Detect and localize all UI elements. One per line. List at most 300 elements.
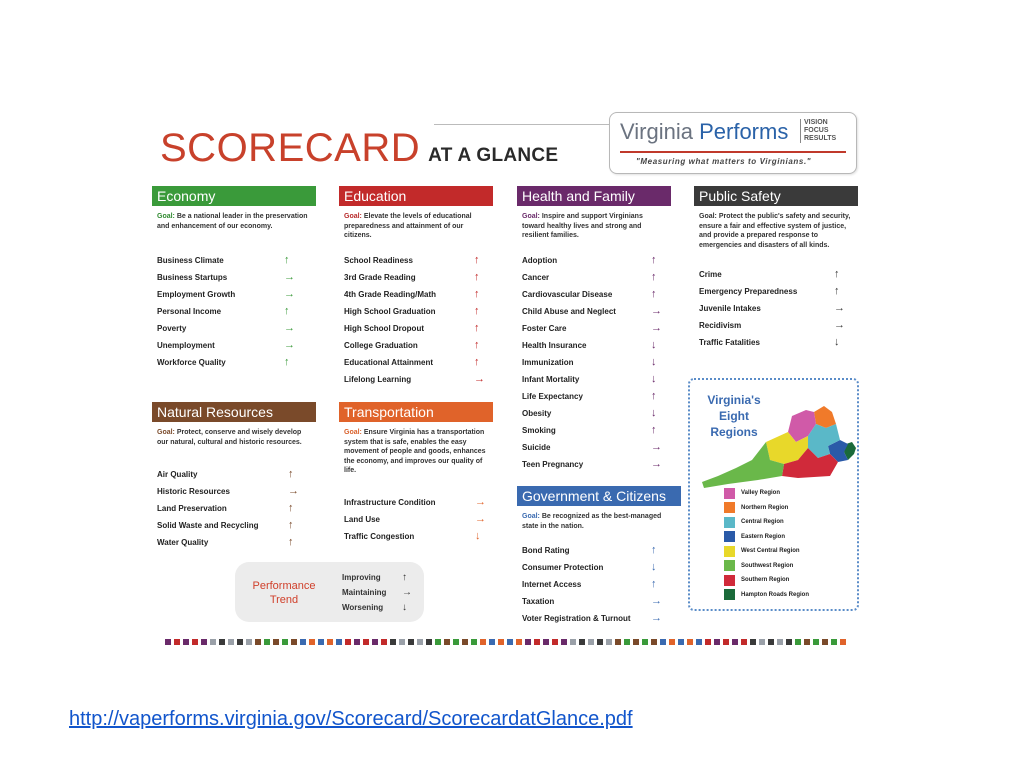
indicator-row	[152, 354, 316, 371]
strip-square	[201, 639, 207, 645]
trend-up-arrow-icon: ↑	[474, 322, 480, 334]
indicator-row	[517, 610, 681, 627]
indicator-row	[152, 500, 316, 517]
indicator-label: High School Graduation	[344, 307, 436, 316]
indicator-row	[339, 303, 493, 320]
title-rule	[434, 124, 610, 125]
strip-square	[723, 639, 729, 645]
legend-item	[724, 544, 809, 559]
indicator-label: Traffic Fatalities	[699, 338, 760, 347]
indicator-row	[694, 283, 858, 300]
trend-down-arrow-icon: ↓	[402, 602, 407, 613]
trend-right-arrow-icon: →	[284, 322, 295, 334]
trend-key-row	[342, 585, 416, 600]
indicator-label: Internet Access	[522, 580, 582, 589]
trend-up-arrow-icon: ↑	[474, 356, 480, 368]
strip-square	[345, 639, 351, 645]
logo-wordmark	[620, 119, 788, 145]
strip-square	[471, 639, 477, 645]
education-header: Education	[339, 186, 493, 206]
indicator-label: Health Insurance	[522, 341, 587, 350]
indicator-label: Unemployment	[157, 341, 215, 350]
indicator-row	[517, 422, 671, 439]
indicator-label: Business Startups	[157, 273, 228, 282]
legend-swatch	[724, 546, 735, 557]
strip-square	[660, 639, 666, 645]
strip-square	[219, 639, 225, 645]
strip-square	[237, 639, 243, 645]
strip-square	[606, 639, 612, 645]
indicator-label: Voter Registration & Turnout	[522, 614, 631, 623]
strip-square	[822, 639, 828, 645]
indicator-row	[517, 439, 671, 456]
strip-square	[273, 639, 279, 645]
natural-resources-goal	[152, 428, 316, 456]
strip-square	[327, 639, 333, 645]
trend-up-arrow-icon: ↑	[474, 254, 480, 266]
trend-up-arrow-icon: ↑	[284, 254, 290, 266]
regions-title-line3: Regions	[710, 425, 758, 439]
strip-square	[705, 639, 711, 645]
indicator-label: 4th Grade Reading/Math	[344, 290, 437, 299]
strip-square	[381, 639, 387, 645]
public-safety-list	[694, 266, 858, 351]
indicator-row	[152, 337, 316, 354]
education-goal-label: Goal:	[344, 213, 362, 220]
strip-square	[831, 639, 837, 645]
legend-item	[724, 530, 809, 545]
indicator-row	[517, 252, 671, 269]
indicator-row	[517, 576, 681, 593]
strip-square	[417, 639, 423, 645]
government-citizens-panel	[517, 486, 681, 627]
tag-results: RESULTS	[804, 135, 837, 142]
trend-right-arrow-icon: →	[651, 441, 662, 453]
trend-up-arrow-icon: ↑	[288, 468, 294, 480]
trend-key-label: Maintaining	[342, 588, 387, 597]
indicator-row	[339, 354, 493, 371]
legend-swatch	[724, 488, 735, 499]
trend-right-arrow-icon: →	[474, 373, 485, 385]
economy-header: Economy	[152, 186, 316, 206]
indicator-label: Workforce Quality	[157, 358, 226, 367]
education-list	[339, 252, 493, 388]
strip-square	[165, 639, 171, 645]
strip-square	[615, 639, 621, 645]
indicator-row	[339, 511, 493, 528]
indicator-label: Poverty	[157, 324, 187, 333]
trend-key-row	[342, 570, 416, 585]
strip-square	[210, 639, 216, 645]
legend-label: West Central Region	[741, 548, 800, 555]
government-citizens-goal-label: Goal:	[522, 513, 540, 520]
indicator-row	[152, 483, 316, 500]
trend-down-arrow-icon: ↓	[475, 530, 481, 542]
indicator-label: Foster Care	[522, 324, 567, 333]
indicator-label: Bond Rating	[522, 546, 570, 555]
strip-square	[588, 639, 594, 645]
indicator-label: Child Abuse and Neglect	[522, 307, 616, 316]
trend-down-arrow-icon: ↓	[651, 373, 657, 385]
virginia-regions-panel	[688, 378, 859, 611]
strip-square	[534, 639, 540, 645]
decorative-square-strip	[165, 639, 849, 645]
indicator-row	[694, 317, 858, 334]
indicator-row	[517, 542, 681, 559]
indicator-row	[152, 534, 316, 551]
trend-up-arrow-icon: ↑	[474, 271, 480, 283]
strip-square	[678, 639, 684, 645]
strip-square	[399, 639, 405, 645]
indicator-row	[517, 286, 671, 303]
legend-label: Hampton Roads Region	[741, 591, 810, 598]
trend-right-arrow-icon: →	[651, 458, 662, 470]
regions-title-line1: Virginia's	[707, 393, 761, 407]
trend-right-arrow-icon: →	[651, 322, 662, 334]
indicator-label: Personal Income	[157, 307, 222, 316]
strip-square	[543, 639, 549, 645]
government-citizens-goal	[517, 512, 681, 532]
strip-square	[426, 639, 432, 645]
trend-key-title-line1: Performance	[252, 580, 316, 592]
legend-item	[724, 501, 809, 516]
health-family-panel	[517, 186, 671, 473]
indicator-label: Crime	[699, 270, 722, 279]
trend-up-arrow-icon: ↑	[402, 572, 407, 583]
trend-down-arrow-icon: ↓	[651, 339, 657, 351]
natural-resources-goal-label: Goal:	[157, 429, 175, 436]
strip-square	[372, 639, 378, 645]
indicator-label: Obesity	[522, 409, 552, 418]
government-citizens-list	[517, 542, 681, 627]
legend-item	[724, 486, 809, 501]
legend-label: Southwest Region	[741, 562, 794, 569]
strip-square	[390, 639, 396, 645]
strip-square	[741, 639, 747, 645]
strip-square	[786, 639, 792, 645]
economy-list	[152, 252, 316, 371]
trend-key-label: Improving	[342, 573, 381, 582]
education-panel	[339, 186, 493, 388]
education-goal	[339, 212, 493, 242]
indicator-label: Teen Pregnancy	[522, 460, 584, 469]
trend-down-arrow-icon: ↓	[651, 407, 657, 419]
health-family-goal	[517, 212, 671, 242]
indicator-row	[152, 466, 316, 483]
government-citizens-goal-text: Be recognized as the best-managed state in the nation.	[522, 513, 662, 530]
transportation-goal-label: Goal:	[344, 429, 362, 436]
legend-label: Southern Region	[741, 577, 790, 584]
trend-up-arrow-icon: ↑	[288, 502, 294, 514]
trend-up-arrow-icon: ↑	[284, 356, 290, 368]
strip-square	[264, 639, 270, 645]
transportation-goal-text: Ensure Virginia has a transportation system that is safe, enables the easy movement of people and goods, enhances the economy, and improves our quality of life.	[344, 429, 486, 474]
trend-key-list	[342, 570, 416, 615]
transportation-list	[339, 494, 493, 545]
public-safety-header: Public Safety	[694, 186, 858, 206]
legend-swatch	[724, 589, 735, 600]
trend-up-arrow-icon: ↑	[651, 578, 657, 590]
trend-up-arrow-icon: ↑	[651, 424, 657, 436]
transportation-header: Transportation	[339, 402, 493, 422]
indicator-row	[517, 269, 671, 286]
strip-square	[498, 639, 504, 645]
public-safety-goal-label: Goal:	[699, 213, 717, 220]
indicator-label: Employment Growth	[157, 290, 236, 299]
indicator-row	[152, 517, 316, 534]
legend-label: Eastern Region	[741, 533, 786, 540]
trend-right-arrow-icon: →	[834, 302, 845, 314]
health-family-header: Health and Family	[517, 186, 671, 206]
indicator-row	[517, 303, 671, 320]
trend-up-arrow-icon: ↑	[651, 544, 657, 556]
strip-square	[696, 639, 702, 645]
legend-item	[724, 515, 809, 530]
strip-square	[174, 639, 180, 645]
indicator-label: Taxation	[522, 597, 555, 606]
strip-square	[516, 639, 522, 645]
indicator-label: Solid Waste and Recycling	[157, 521, 259, 530]
trend-right-arrow-icon: →	[651, 595, 662, 607]
strip-square	[453, 639, 459, 645]
strip-square	[192, 639, 198, 645]
indicator-label: Business Climate	[157, 256, 224, 265]
trend-up-arrow-icon: ↑	[651, 390, 657, 402]
legend-item	[724, 588, 809, 603]
indicator-row	[517, 371, 671, 388]
indicator-label: Land Use	[344, 515, 381, 524]
indicator-row	[517, 320, 671, 337]
strip-square	[336, 639, 342, 645]
strip-square	[291, 639, 297, 645]
strip-square	[570, 639, 576, 645]
strip-square	[651, 639, 657, 645]
natural-resources-header: Natural Resources	[152, 402, 316, 422]
trend-up-arrow-icon: ↑	[651, 271, 657, 283]
indicator-label: Consumer Protection	[522, 563, 604, 572]
indicator-row	[517, 456, 671, 473]
indicator-label: College Graduation	[344, 341, 418, 350]
title-scorecard: SCORECARD	[160, 126, 421, 170]
strip-square	[642, 639, 648, 645]
public-safety-panel	[694, 186, 858, 351]
indicator-row	[517, 593, 681, 610]
indicator-row	[517, 337, 671, 354]
trend-key-row	[342, 600, 416, 615]
trend-down-arrow-icon: ↓	[651, 561, 657, 573]
page-title	[160, 128, 558, 168]
indicator-row	[152, 269, 316, 286]
transportation-panel	[339, 402, 493, 545]
strip-square	[597, 639, 603, 645]
logo-tagline	[800, 119, 836, 143]
indicator-row	[339, 494, 493, 511]
strip-square	[363, 639, 369, 645]
indicator-label: School Readiness	[344, 256, 413, 265]
strip-square	[624, 639, 630, 645]
trend-up-arrow-icon: ↑	[474, 288, 480, 300]
legend-swatch	[724, 560, 735, 571]
indicator-row	[339, 269, 493, 286]
indicator-row	[339, 337, 493, 354]
trend-up-arrow-icon: ↑	[651, 288, 657, 300]
transportation-goal	[339, 428, 493, 484]
legend-item	[724, 573, 809, 588]
education-goal-text: Elevate the levels of educational preparedness and attainment of our citizens.	[344, 213, 472, 239]
indicator-label: High School Dropout	[344, 324, 424, 333]
trend-down-arrow-icon: ↓	[834, 336, 840, 348]
strip-square	[462, 639, 468, 645]
legend-label: Northern Region	[741, 504, 789, 511]
strip-square	[777, 639, 783, 645]
tag-focus: FOCUS	[804, 127, 829, 134]
trend-right-arrow-icon: →	[475, 513, 486, 525]
strip-square	[444, 639, 450, 645]
natural-resources-goal-text: Protect, conserve and wisely develop our natural, cultural and historic resources.	[157, 429, 302, 446]
indicator-label: Water Quality	[157, 538, 209, 547]
indicator-row	[339, 252, 493, 269]
trend-key-label: Worsening	[342, 603, 384, 612]
logo-word-performs: Performs	[699, 119, 789, 144]
indicator-row	[694, 266, 858, 283]
strip-square	[804, 639, 810, 645]
trend-right-arrow-icon: →	[651, 305, 662, 317]
legend-swatch	[724, 531, 735, 542]
legend-swatch	[724, 517, 735, 528]
indicator-row	[152, 286, 316, 303]
indicator-row	[339, 286, 493, 303]
strip-square	[714, 639, 720, 645]
strip-square	[435, 639, 441, 645]
indicator-label: Traffic Congestion	[344, 532, 415, 541]
trend-key-title	[241, 579, 327, 607]
government-citizens-header: Government & Citizens	[517, 486, 681, 506]
indicator-row	[517, 559, 681, 576]
strip-square	[768, 639, 774, 645]
natural-resources-list	[152, 466, 316, 551]
indicator-label: Cardiovascular Disease	[522, 290, 613, 299]
strip-square	[507, 639, 513, 645]
strip-square	[228, 639, 234, 645]
strip-square	[489, 639, 495, 645]
virginia-performs-logo	[609, 112, 857, 174]
trend-up-arrow-icon: ↑	[474, 339, 480, 351]
indicator-label: Life Expectancy	[522, 392, 583, 401]
indicator-row	[694, 334, 858, 351]
indicator-row	[152, 320, 316, 337]
scorecard-pdf-link[interactable]: http://vaperforms.virginia.gov/Scorecard/ScorecardatGlance.pdf	[69, 708, 633, 730]
strip-square	[669, 639, 675, 645]
trend-key-title-line2: Trend	[269, 594, 299, 606]
trend-right-arrow-icon: →	[284, 339, 295, 351]
indicator-label: Air Quality	[157, 470, 198, 479]
health-family-goal-label: Goal:	[522, 213, 540, 220]
strip-square	[183, 639, 189, 645]
trend-right-arrow-icon: →	[284, 288, 295, 300]
trend-up-arrow-icon: ↑	[474, 305, 480, 317]
indicator-row	[339, 320, 493, 337]
trend-right-arrow-icon: →	[651, 612, 662, 624]
indicator-label: Emergency Preparedness	[699, 287, 798, 296]
health-family-goal-text: Inspire and support Virginians toward healthy lives and strong and resilient families.	[522, 213, 643, 239]
indicator-label: Immunization	[522, 358, 574, 367]
strip-square	[579, 639, 585, 645]
indicator-row	[152, 252, 316, 269]
indicator-row	[517, 354, 671, 371]
indicator-label: Cancer	[522, 273, 550, 282]
indicator-label: Suicide	[522, 443, 551, 452]
strip-square	[525, 639, 531, 645]
indicator-label: Historic Resources	[157, 487, 230, 496]
title-at-a-glance: AT A GLANCE	[428, 145, 559, 166]
trend-right-arrow-icon: →	[284, 271, 295, 283]
strip-square	[795, 639, 801, 645]
trend-right-arrow-icon: →	[834, 319, 845, 331]
strip-square	[408, 639, 414, 645]
indicator-label: Juvenile Intakes	[699, 304, 761, 313]
health-family-list	[517, 252, 671, 473]
strip-square	[561, 639, 567, 645]
indicator-row	[694, 300, 858, 317]
indicator-label: Educational Attainment	[344, 358, 434, 367]
strip-square	[759, 639, 765, 645]
indicator-label: Smoking	[522, 426, 556, 435]
logo-quote: "Measuring what matters to Virginians."	[636, 157, 812, 166]
indicator-row	[339, 371, 493, 388]
economy-goal-text: Be a national leader in the preservation and enhancement of our economy.	[157, 213, 308, 230]
indicator-label: 3rd Grade Reading	[344, 273, 416, 282]
trend-right-arrow-icon: →	[288, 485, 299, 497]
performance-trend-key	[235, 562, 424, 622]
indicator-label: Infant Mortality	[522, 375, 580, 384]
strip-square	[309, 639, 315, 645]
strip-square	[813, 639, 819, 645]
economy-goal	[152, 212, 316, 242]
indicator-label: Land Preservation	[157, 504, 227, 513]
strip-square	[732, 639, 738, 645]
trend-right-arrow-icon: →	[475, 496, 486, 508]
economy-goal-label: Goal:	[157, 213, 175, 220]
indicator-label: Recidivism	[699, 321, 742, 330]
strip-square	[318, 639, 324, 645]
trend-up-arrow-icon: ↑	[834, 285, 840, 297]
trend-up-arrow-icon: ↑	[651, 254, 657, 266]
strip-square	[552, 639, 558, 645]
natural-resources-panel	[152, 402, 316, 551]
indicator-label: Lifelong Learning	[344, 375, 412, 384]
trend-up-arrow-icon: ↑	[288, 519, 294, 531]
indicator-label: Infrastructure Condition	[344, 498, 436, 507]
strip-square	[633, 639, 639, 645]
indicator-label: Adoption	[522, 256, 558, 265]
legend-item	[724, 559, 809, 574]
strip-square	[282, 639, 288, 645]
indicator-row	[339, 528, 493, 545]
indicator-row	[152, 303, 316, 320]
strip-square	[480, 639, 486, 645]
public-safety-goal	[694, 212, 858, 256]
legend-swatch	[724, 575, 735, 586]
economy-panel	[152, 186, 316, 371]
legend-label: Central Region	[741, 519, 784, 526]
strip-square	[354, 639, 360, 645]
strip-square	[246, 639, 252, 645]
strip-square	[255, 639, 261, 645]
legend-label: Valley Region	[741, 490, 781, 497]
regions-title-line2: Eight	[719, 409, 749, 423]
trend-down-arrow-icon: ↓	[651, 356, 657, 368]
trend-right-arrow-icon: →	[402, 587, 412, 598]
